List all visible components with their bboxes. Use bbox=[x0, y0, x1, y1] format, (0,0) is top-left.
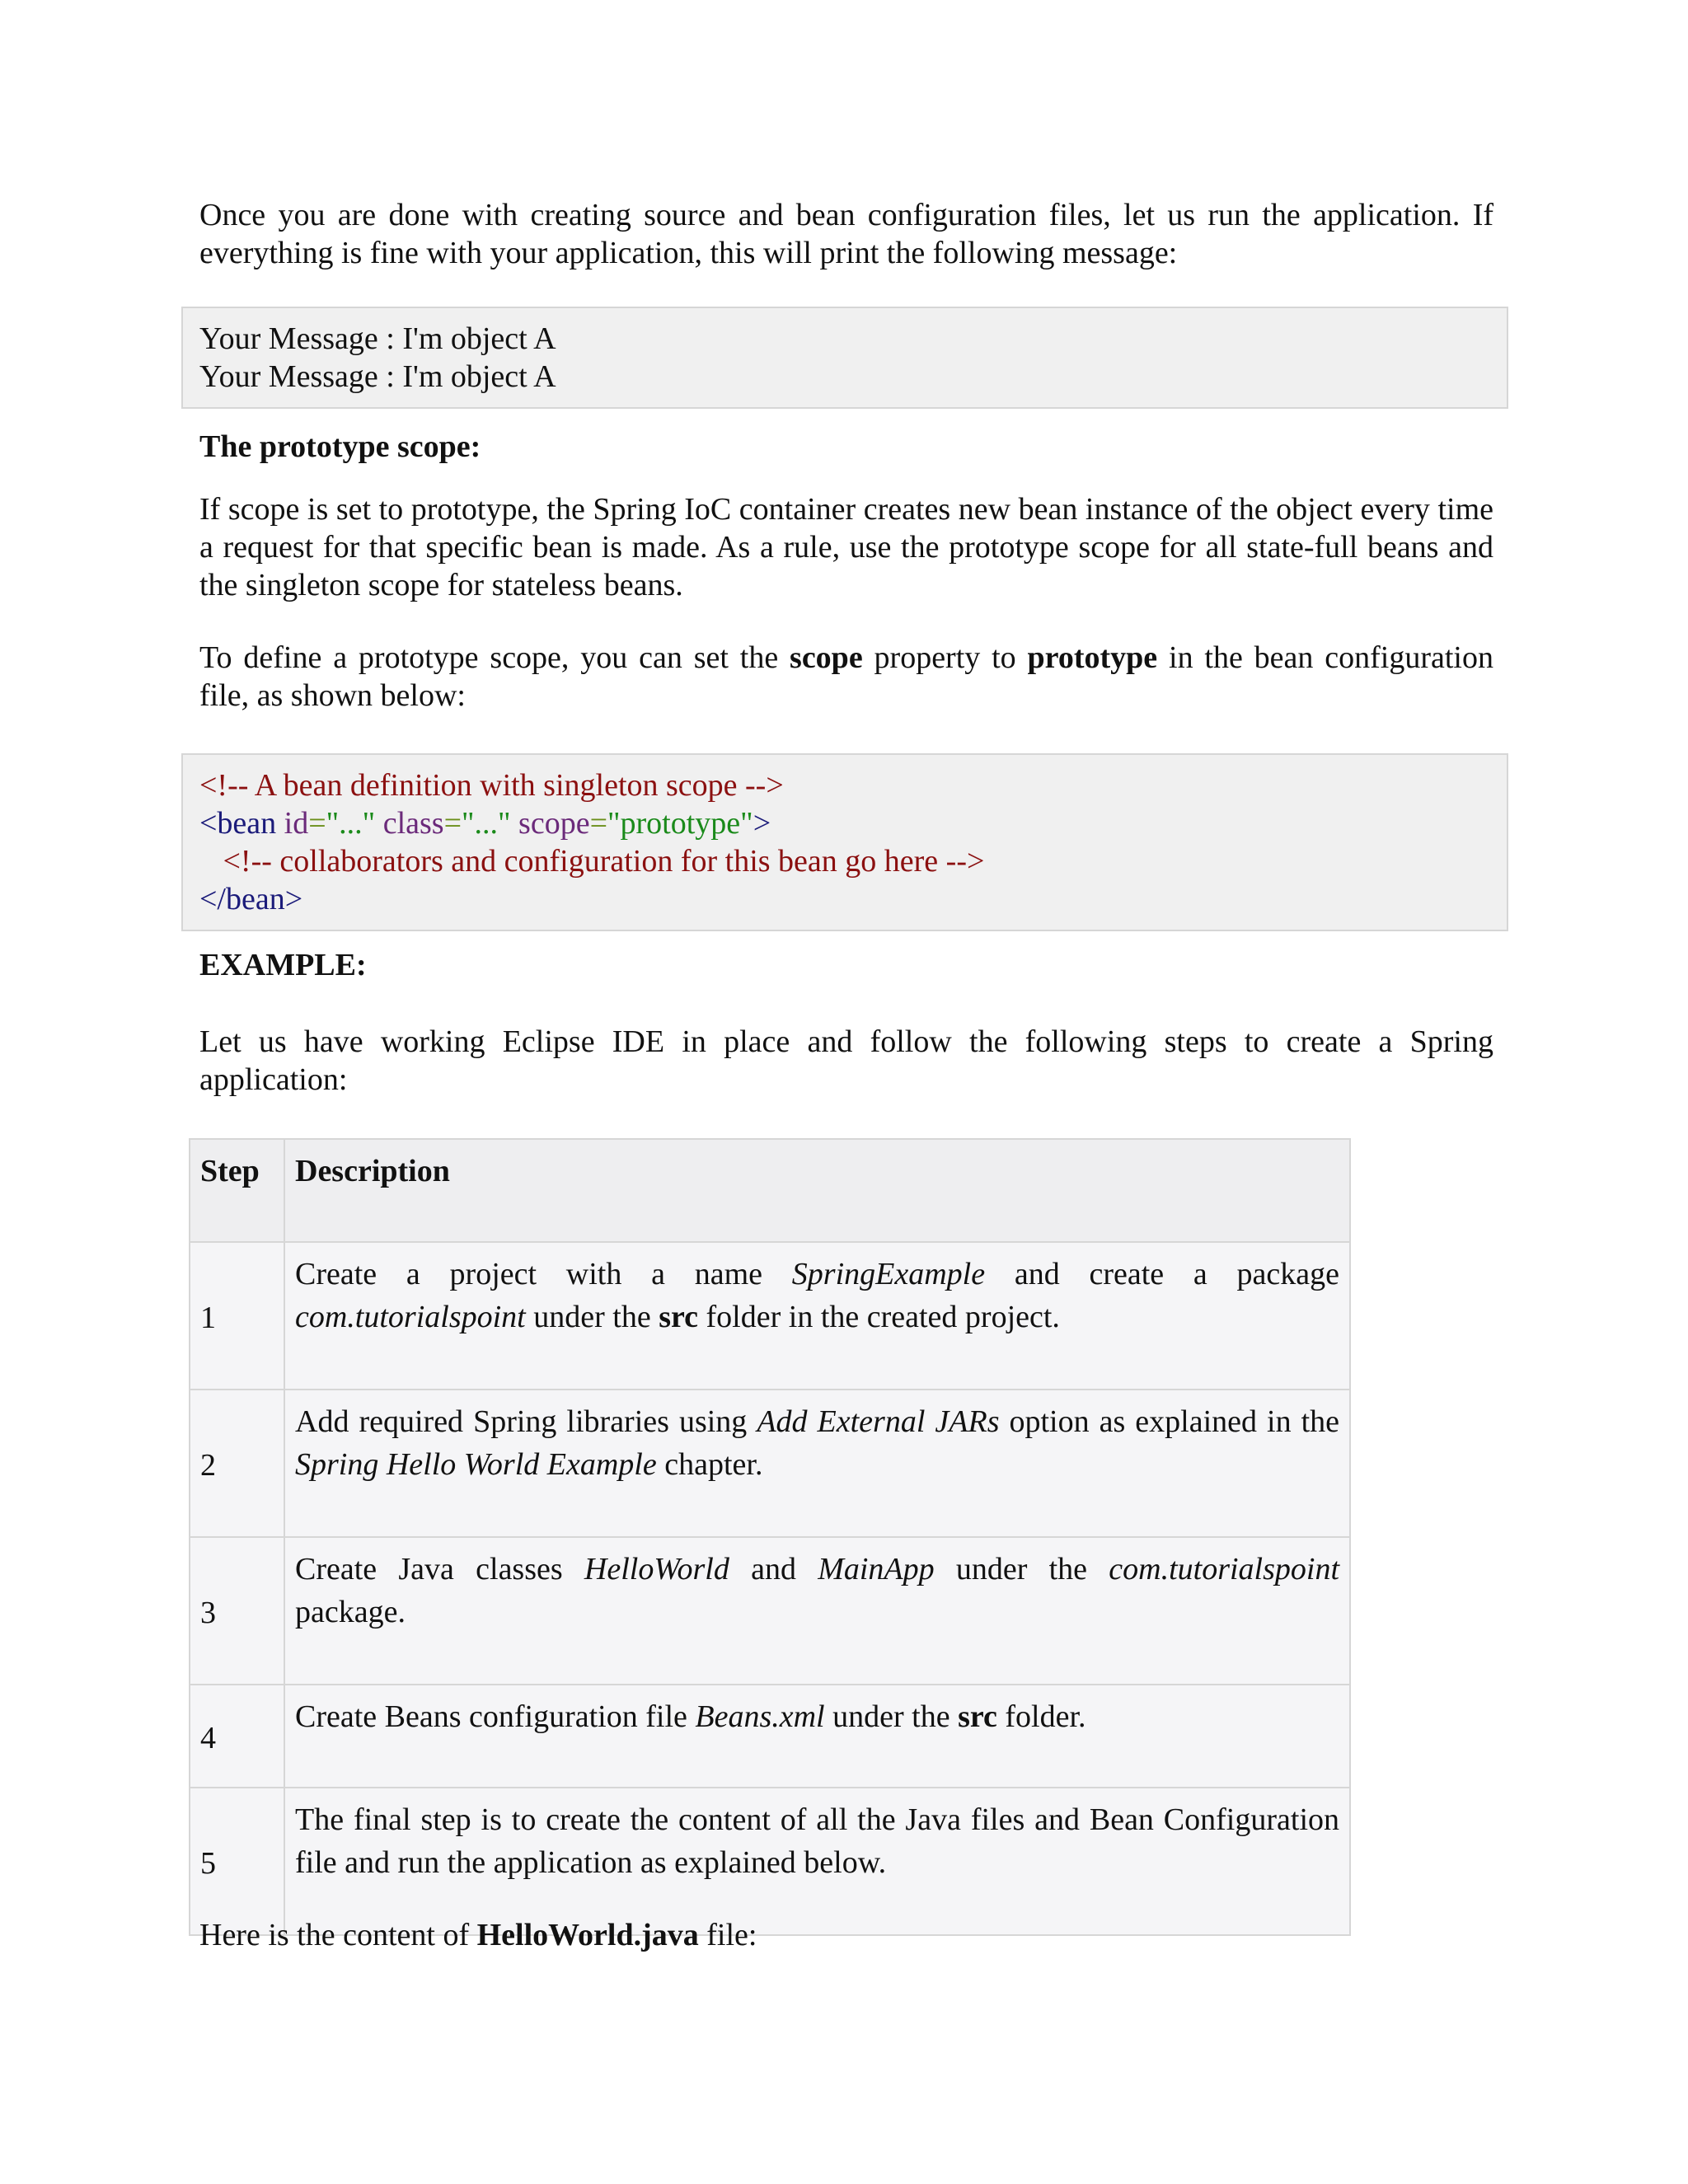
step-description bbox=[284, 1242, 1350, 1390]
hello-text: Here is the content of bbox=[199, 1918, 477, 1952]
header-description: Description bbox=[284, 1139, 1350, 1242]
code-value: "prototype" bbox=[607, 806, 753, 841]
code-attr: scope bbox=[510, 806, 590, 841]
step-number: 4 bbox=[190, 1685, 284, 1788]
output-line: Your Message : I'm object A bbox=[199, 359, 556, 394]
table-row bbox=[190, 1242, 1350, 1390]
code-eq: = bbox=[308, 806, 326, 841]
code-bean-close: </bean> bbox=[199, 882, 303, 916]
table-row bbox=[190, 1685, 1350, 1788]
desc-text: Create Beans configuration file bbox=[295, 1699, 696, 1734]
desc-text: under the bbox=[824, 1699, 959, 1734]
desc-italic: com.tutorialspoint bbox=[1109, 1552, 1340, 1586]
desc-text: Add required Spring libraries using bbox=[295, 1404, 757, 1439]
scope-keyword: scope bbox=[790, 640, 863, 675]
step-description bbox=[284, 1537, 1350, 1685]
desc-text: option as explained in the bbox=[999, 1404, 1340, 1439]
code-eq: = bbox=[443, 806, 462, 841]
desc-text: under the bbox=[525, 1300, 659, 1334]
step-number: 5 bbox=[190, 1788, 284, 1935]
prototype-keyword: prototype bbox=[1027, 640, 1158, 675]
desc-italic: com.tutorialspoint bbox=[295, 1300, 526, 1334]
define-paragraph bbox=[199, 639, 1493, 715]
header-step: Step bbox=[190, 1139, 284, 1242]
desc-italic: SpringExample bbox=[791, 1257, 986, 1291]
eclipse-paragraph: Let us have working Eclipse IDE in place and follow the following steps to create a Spring application: bbox=[199, 1024, 1493, 1097]
desc-text: Create Java classes bbox=[295, 1552, 584, 1586]
desc-bold: src bbox=[958, 1699, 997, 1734]
define-text: in the bean configuration file, as shown below: bbox=[199, 640, 1493, 713]
intro-paragraph: Once you are done with creating source and bean configuration files, let us run the application. If everything is fine with your application, this will print the following message: bbox=[199, 198, 1493, 270]
desc-text: under the bbox=[934, 1552, 1109, 1586]
desc-text: folder in the created project. bbox=[698, 1300, 1060, 1334]
define-text: property to bbox=[862, 640, 1028, 675]
code-attr: id bbox=[276, 806, 309, 841]
prototype-heading: The prototype scope: bbox=[199, 429, 481, 464]
table-row bbox=[190, 1788, 1350, 1935]
desc-bold: src bbox=[659, 1300, 699, 1334]
desc-italic: Spring Hello World Example bbox=[295, 1447, 657, 1482]
desc-text: chapter. bbox=[656, 1447, 763, 1482]
desc-text: and bbox=[729, 1552, 818, 1586]
step-description bbox=[284, 1685, 1350, 1788]
desc-text: and create a package bbox=[985, 1257, 1339, 1291]
desc-italic: HelloWorld bbox=[584, 1552, 729, 1586]
desc-text: package. bbox=[295, 1595, 406, 1629]
step-number: 2 bbox=[190, 1390, 284, 1537]
output-block bbox=[181, 307, 1508, 409]
table-row bbox=[190, 1537, 1350, 1685]
code-block bbox=[181, 753, 1508, 931]
desc-italic: Add External JARs bbox=[757, 1404, 1000, 1439]
code-eq: = bbox=[589, 806, 608, 841]
prototype-paragraph: If scope is set to prototype, the Spring IoC container creates new bean instance of the object every time a request for that specific bean is made. As a rule, use the prototype scope for all state-full beans and the singleton scope for stateless beans. bbox=[199, 492, 1493, 602]
step-description bbox=[284, 1390, 1350, 1537]
code-value: "..." bbox=[326, 806, 376, 841]
hello-text: file: bbox=[698, 1918, 757, 1952]
code-tag: > bbox=[753, 806, 771, 841]
steps-table bbox=[189, 1138, 1351, 1936]
table-header-row bbox=[190, 1139, 1350, 1242]
example-heading: EXAMPLE: bbox=[199, 948, 367, 982]
code-value: "..." bbox=[462, 806, 511, 841]
step-number: 1 bbox=[190, 1242, 284, 1390]
hello-paragraph bbox=[199, 1916, 1493, 1954]
step-number: 3 bbox=[190, 1537, 284, 1685]
define-text: To define a prototype scope, you can set the bbox=[199, 640, 790, 675]
output-line: Your Message : I'm object A bbox=[199, 321, 556, 356]
code-tag: <bean bbox=[199, 806, 277, 841]
desc-italic: MainApp bbox=[818, 1552, 935, 1586]
table-row bbox=[190, 1390, 1350, 1537]
filename: HelloWorld.java bbox=[476, 1918, 699, 1952]
desc-italic: Beans.xml bbox=[695, 1699, 825, 1734]
code-comment: <!-- A bean definition with singleton scope --> bbox=[199, 768, 784, 803]
code-attr: class bbox=[375, 806, 444, 841]
step-description: The final step is to create the content of all the Java files and Bean Configuration file and run the application as explained below. bbox=[284, 1788, 1350, 1935]
desc-text: folder. bbox=[996, 1699, 1086, 1734]
desc-text: Create a project with a name bbox=[295, 1257, 792, 1291]
code-comment: <!-- collaborators and configuration for this bean go here --> bbox=[199, 844, 985, 879]
code-bean-open-line bbox=[199, 804, 1490, 842]
